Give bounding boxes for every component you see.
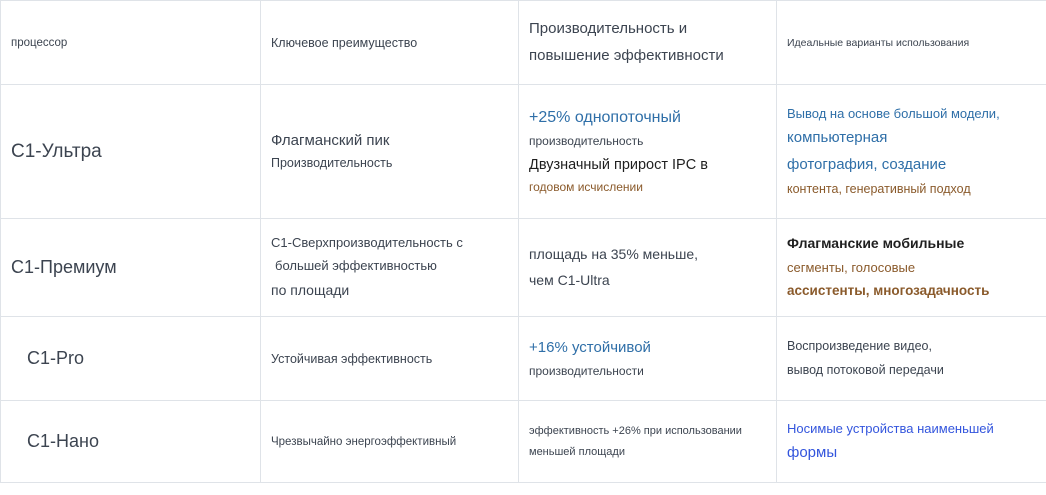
ideal-use-line: Флагманские мобильные bbox=[787, 235, 965, 252]
key-advantage-line: Чрезвычайно энергоэффективный bbox=[271, 435, 457, 448]
header-performance-label-line1: Производительность и bbox=[529, 20, 688, 38]
cell-ideal-uses bbox=[777, 219, 1046, 317]
table-row bbox=[1, 401, 1046, 483]
header-key-advantage-label: Ключевое преимущество bbox=[271, 35, 418, 50]
cell-performance bbox=[519, 317, 777, 401]
header-cell-ideal-uses bbox=[777, 1, 1046, 85]
cell-processor-name bbox=[1, 317, 261, 401]
processor-name: C1-Премиум bbox=[11, 257, 117, 277]
header-cell-key-advantage bbox=[261, 1, 519, 85]
performance-line: Двузначный прирост IPC в bbox=[529, 156, 708, 173]
ideal-use-line: фотография, создание bbox=[787, 155, 947, 173]
table-row bbox=[1, 219, 1046, 317]
table-header-row bbox=[1, 1, 1046, 85]
header-ideal-uses-label: Идеальные варианты использования bbox=[787, 36, 970, 49]
cell-key-advantage bbox=[261, 85, 519, 219]
processor-name: C1-Ультра bbox=[11, 140, 102, 162]
ideal-use-line: Вывод на основе большой модели, bbox=[787, 105, 1000, 121]
cell-key-advantage bbox=[261, 219, 519, 317]
ideal-use-line: Носимые устройства наименьшей bbox=[787, 421, 994, 437]
ideal-use-line: сегменты, голосовые bbox=[787, 259, 916, 275]
ideal-use-line: ассистенты, многозадачность bbox=[787, 283, 990, 299]
performance-line: площадь на 35% меньше, bbox=[529, 245, 699, 262]
ideal-use-line: Воспроизведение видео, bbox=[787, 339, 932, 354]
header-cell-performance bbox=[519, 1, 777, 85]
key-advantage-line: Производительность bbox=[271, 155, 393, 170]
key-advantage-line: Устойчивая эффективность bbox=[271, 351, 433, 366]
cell-key-advantage bbox=[261, 401, 519, 483]
header-cell-processor bbox=[1, 1, 261, 85]
cell-processor-name bbox=[1, 85, 261, 219]
performance-line: годовом исчислении bbox=[529, 180, 643, 195]
key-advantage-line: большей эффективностью bbox=[275, 257, 437, 273]
cell-performance bbox=[519, 401, 777, 483]
performance-line: производительности bbox=[529, 363, 644, 378]
header-processor-label: процессор bbox=[11, 36, 68, 49]
cell-ideal-uses bbox=[777, 317, 1046, 401]
cell-performance bbox=[519, 219, 777, 317]
table-row bbox=[1, 85, 1046, 219]
key-advantage-line: C1-Сверхпроизводительность с bbox=[271, 235, 463, 251]
cell-performance bbox=[519, 85, 777, 219]
performance-line: чем C1-Ultra bbox=[529, 271, 610, 288]
performance-line: меньшей площади bbox=[529, 445, 625, 458]
cell-key-advantage bbox=[261, 317, 519, 401]
key-advantage-line: по площади bbox=[271, 281, 350, 298]
ideal-use-line: вывод потоковой передачи bbox=[787, 362, 944, 377]
processor-name: C1-Нано bbox=[27, 431, 99, 451]
cell-processor-name bbox=[1, 401, 261, 483]
table-row bbox=[1, 317, 1046, 401]
header-performance-label-line2: повышение эффективности bbox=[529, 46, 724, 64]
performance-line: +25% однопоточный bbox=[529, 108, 681, 126]
cell-processor-name bbox=[1, 219, 261, 317]
cell-ideal-uses bbox=[777, 85, 1046, 219]
performance-line: +16% устойчивой bbox=[529, 338, 651, 356]
performance-line: эффективность +26% при использовании bbox=[529, 424, 742, 437]
performance-line: производительность bbox=[529, 134, 644, 149]
processor-name: C1-Pro bbox=[27, 348, 85, 368]
ideal-use-line: компьютерная bbox=[787, 129, 888, 147]
ideal-use-line: формы bbox=[787, 444, 838, 462]
key-advantage-line: Флагманский пик bbox=[271, 131, 390, 149]
cell-ideal-uses bbox=[777, 401, 1046, 483]
ideal-use-line: контента, генеративный подход bbox=[787, 181, 971, 196]
